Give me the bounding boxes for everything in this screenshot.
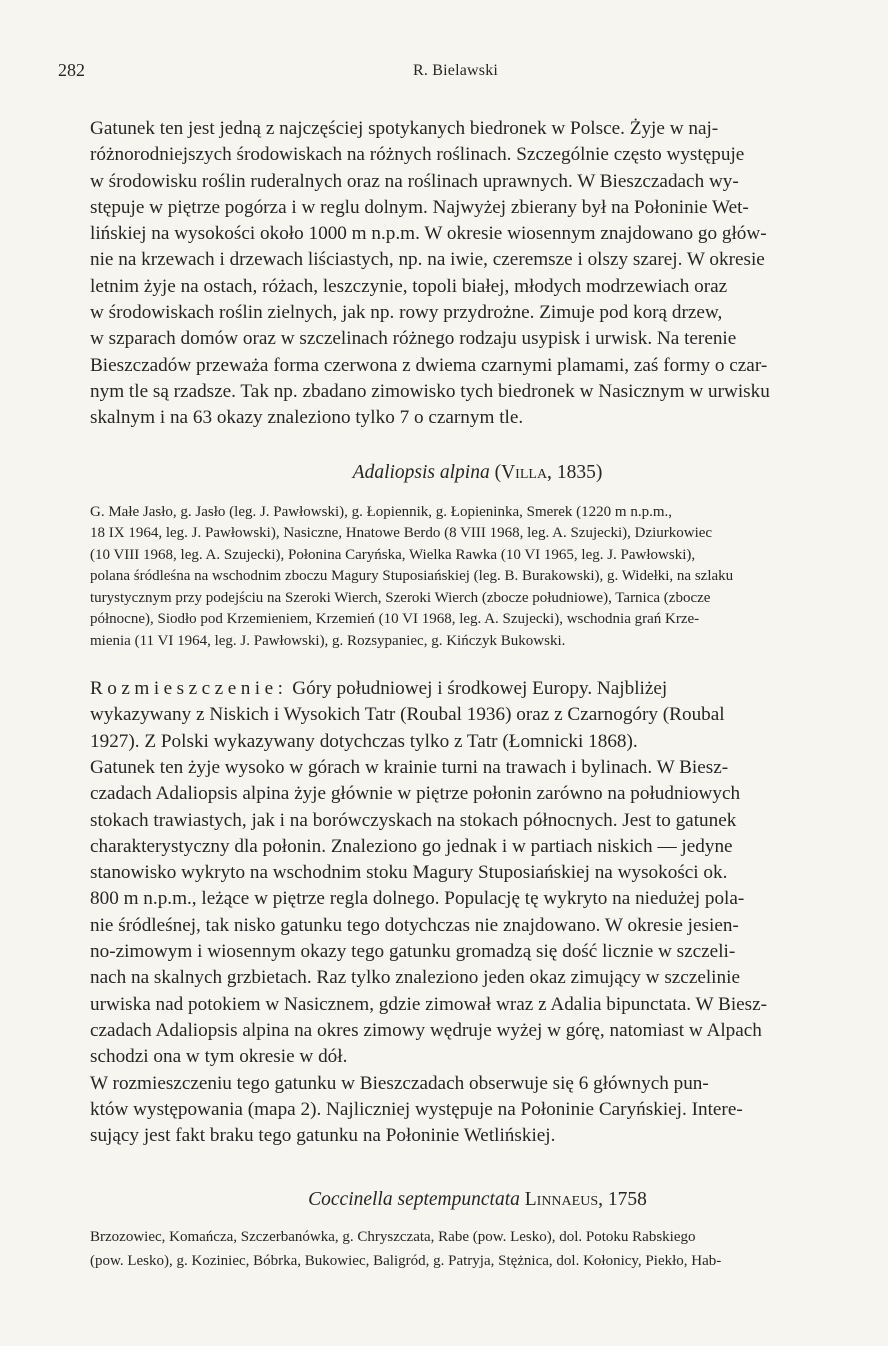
text-line: któw występowania (mapa 2). Najliczniej występuje na Połoninie Caryńskiej. Intere- bbox=[90, 1098, 743, 1120]
text-line: W rozmieszczeniu tego gatunku w Bieszczadach obserwuje się 6 głównych pun- bbox=[90, 1072, 709, 1094]
text-line: lińskiej na wysokości około 1000 m n.p.m. W okresie wiosennym znajdowano go głów- bbox=[90, 223, 767, 245]
species-localities bbox=[90, 502, 865, 653]
species-heading bbox=[90, 462, 865, 484]
text-line: 800 m n.p.m., leżące w piętrze regla dolnego. Populację tę wykryto na niedużej pola- bbox=[90, 888, 745, 910]
document-page bbox=[58, 60, 865, 1273]
text-line: no-zimowym i wiosennym okazy tego gatunku gromadzą się dość licznie w szczeli- bbox=[90, 941, 736, 963]
distribution-paragraph bbox=[90, 676, 865, 755]
text-line: Gatunek ten żyje wysoko w górach w krainie turni na trawach i bylinach. W Biesz- bbox=[90, 756, 729, 778]
species-author: Linnaeus, bbox=[524, 1189, 603, 1211]
species-localities bbox=[90, 1225, 865, 1273]
page-number: 282 bbox=[58, 60, 85, 80]
locality-line: (pow. Lesko), g. Koziniec, Bóbrka, Bukowiec, Baligród, g. Patryja, Stężnica, dol. Kołonicy, Piekło, Hab- bbox=[90, 1253, 722, 1270]
text-line: w szparach domów oraz w szczelinach różnego rodzaju usypisk i urwisk. Na terenie bbox=[90, 328, 737, 350]
text-line: urwiska nad potokiem w Nasicznem, gdzie zimował wraz z Adalia bipunctata. W Biesz- bbox=[90, 993, 768, 1015]
species-heading bbox=[90, 1189, 865, 1211]
locality-line: G. Małe Jasło, g. Jasło (leg. J. Pawłowski), g. Łopiennik, g. Łopieninka, Smerek (1220 m n.p.m., bbox=[90, 503, 673, 520]
text-line: różnorodniejszych środowiskach na różnych roślinach. Szczególnie często występuje bbox=[90, 144, 745, 166]
species-year: 1835) bbox=[556, 461, 603, 483]
species-epithet: septempunctata bbox=[397, 1189, 520, 1211]
locality-line: polana śródleśna na wschodnim zboczu Magury Stuposiańskiej (leg. B. Burakowski), g. Widełki, na szlaku bbox=[90, 568, 734, 585]
locality-line: Brzozowiec, Komańcza, Szczerbanówka, g. Chryszczata, Rabe (pow. Lesko), dol. Potoku Rabskiego bbox=[90, 1229, 696, 1246]
text-line: stanowisko wykryto na wschodnim stoku Magury Stuposiańskiej na wysokości ok. bbox=[90, 862, 728, 884]
text-line: 1927). Z Polski wykazywany dotychczas tylko z Tatr (Łomnicki 1868). bbox=[90, 730, 638, 752]
locality-line: turystycznym przy podejściu na Szeroki Wierch, Szeroki Wierch (zbocze południowe), Tarnica (zbocze bbox=[90, 589, 711, 606]
distribution-label: Rozmieszczenie: bbox=[90, 678, 288, 700]
intro-paragraph bbox=[90, 116, 865, 432]
locality-line: północne), Siodło pod Krzemieniem, Krzemień (10 VI 1968, leg. A. Szujecki), wschodnia grań Krze- bbox=[90, 611, 700, 628]
running-head bbox=[58, 60, 865, 90]
text-line: stępuje w piętrze pogórza i w reglu dolnym. Najwyżej zbierany był na Połoninie Wet- bbox=[90, 196, 749, 218]
running-head-author: R. Bielawski bbox=[413, 62, 499, 79]
text-line: nym tle są rzadsze. Tak np. zbadano zimowisko tych biedronek w Nasicznym w urwisku bbox=[90, 380, 770, 402]
text-line: charakterystyczny dla połonin. Znaleziono go jednak i w partiach niskich — jedyne bbox=[90, 835, 733, 857]
text-line: sujący jest fakt braku tego gatunku na Połoninie Wetlińskiej. bbox=[90, 1125, 556, 1147]
text-line: Gatunek ten jest jedną z najczęściej spotykanych biedronek w Polsce. Żyje w naj- bbox=[90, 118, 719, 139]
text-line: nie śródleśnej, tak nisko gatunku tego dotychczas nie znajdowano. W okresie jesien- bbox=[90, 914, 739, 936]
text-line: czadach Adaliopsis alpina żyje głównie w piętrze połonin zarówno na południowych bbox=[90, 783, 741, 805]
distribution-text: Góry południowej i środkowej Europy. Najbliżej bbox=[292, 678, 668, 700]
text-line: letnim żyje na ostach, różach, leszczynie, topoli białej, młodych modrzewiach oraz bbox=[90, 275, 728, 297]
locality-line: 18 IX 1964, leg. J. Pawłowski), Nasiczne, Hnatowe Berdo (8 VIII 1968, leg. A. Szujecki), Dziurkowiec bbox=[90, 525, 713, 542]
locality-line: (10 VIII 1968, leg. A. Szujecki), Połonina Caryńska, Wielka Rawka (10 VI 1965, leg. J. Pawłowski), bbox=[90, 546, 696, 563]
locality-line: mienia (11 VI 1964, leg. J. Pawłowski), g. Rozsypaniec, g. Kińczyk Bukowski. bbox=[90, 632, 566, 649]
text-line: w środowisku roślin ruderalnych oraz na roślinach uprawnych. W Bieszczadach wy- bbox=[90, 170, 739, 192]
text-line: czadach Adaliopsis alpina na okres zimowy wędruje wyżej w górę, natomiast w Alpach bbox=[90, 1019, 762, 1041]
species-genus: Coccinella bbox=[308, 1189, 393, 1211]
text-line: wykazywany z Niskich i Wysokich Tatr (Roubal 1936) oraz z Czarnogóry (Roubal bbox=[90, 704, 725, 726]
text-line: stokach trawiastych, jak i na borówczyskach na stokach północnych. Jest to gatunek bbox=[90, 809, 737, 831]
species-author: (Villa, bbox=[494, 461, 552, 483]
species-genus: Adaliopsis bbox=[352, 461, 436, 483]
species-year: 1758 bbox=[607, 1189, 647, 1211]
text-line: nie na krzewach i drzewach liściastych, np. na iwie, czeremsze i olszy szarej. W okresie bbox=[90, 249, 765, 271]
text-line: w środowiskach roślin zielnych, jak np. rowy przydrożne. Zimuje pod korą drzew, bbox=[90, 302, 723, 324]
text-line: schodzi ona w tym okresie w dół. bbox=[90, 1046, 348, 1068]
text-line: Bieszczadów przeważa forma czerwona z dwiema czarnymi plamami, zaś formy o czar- bbox=[90, 354, 768, 376]
habitat-paragraph bbox=[90, 755, 865, 1071]
text-line: skalnym i na 63 okazy znaleziono tylko 7 o czarnym tle. bbox=[90, 407, 524, 429]
occurrence-paragraph bbox=[90, 1071, 865, 1150]
species-epithet: alpina bbox=[439, 461, 490, 483]
text-line: nach na skalnych grzbietach. Raz tylko znaleziono jeden okaz zimujący w szczelinie bbox=[90, 967, 740, 989]
text-line bbox=[90, 676, 865, 702]
